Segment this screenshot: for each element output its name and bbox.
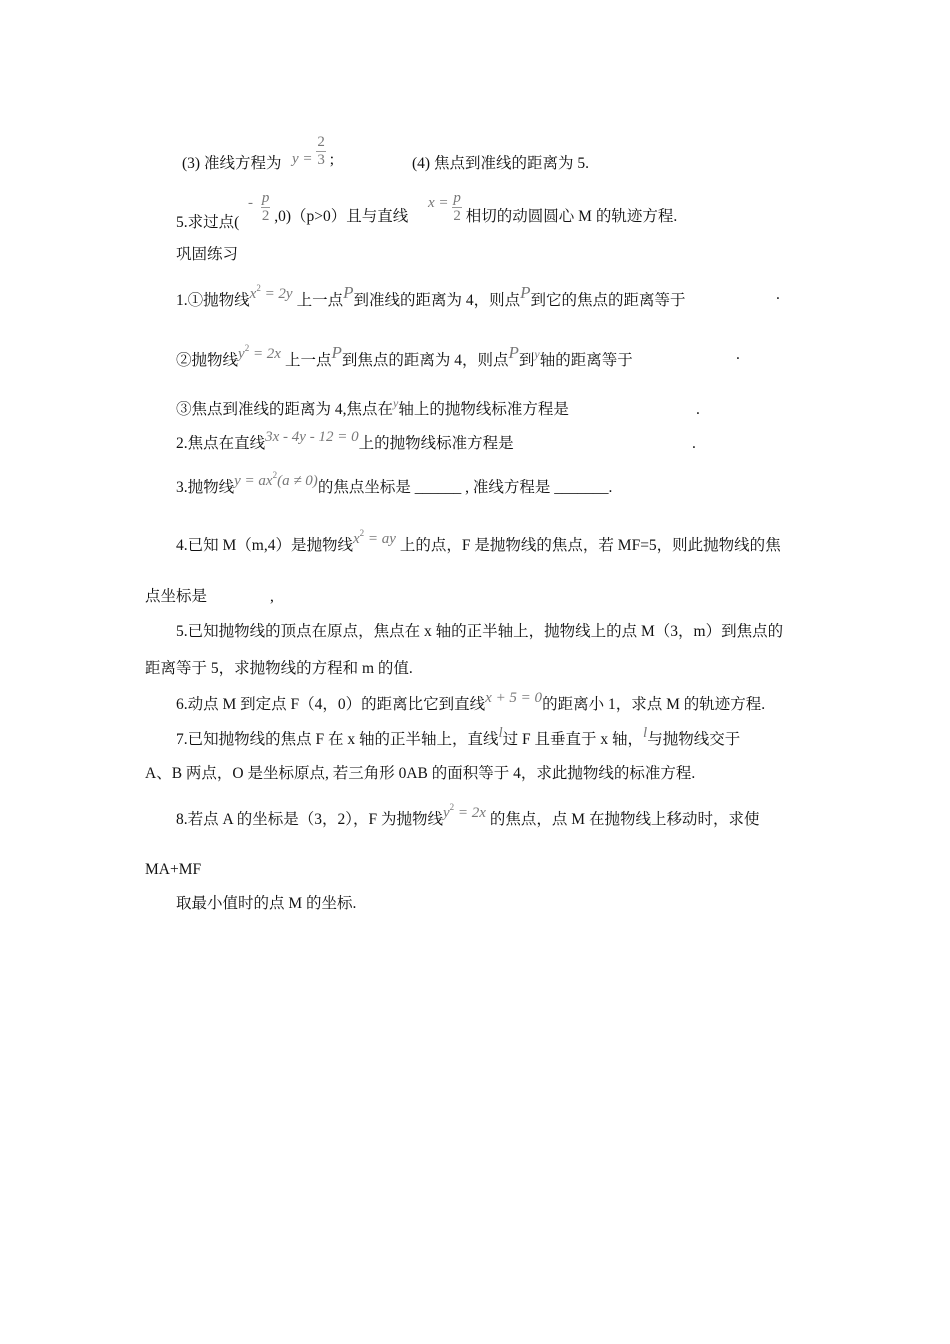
exercise-7-mid: 过 F 且垂直于 x 轴， (502, 731, 644, 748)
exercise-8-line3 (176, 894, 356, 914)
section-title-text: 巩固练习 (176, 246, 239, 263)
exercise-7-pre: 7.已知抛物线的焦点 F 在 x 轴的正半轴上，直线 (176, 731, 499, 748)
math-line-equation: 3x - 4y - 12 = 0 (265, 429, 359, 445)
math-y-axis: y (393, 396, 399, 410)
exercise-2 (176, 429, 514, 454)
math-exponent: 2 (359, 528, 365, 538)
period: . (736, 346, 740, 363)
math-rhs: = 2y (260, 286, 293, 302)
exercise-4-comma (270, 587, 274, 607)
exercise-2-post: 上的抛物线标准方程是 (358, 435, 514, 452)
exercise-1c-pre: ③焦点到准线的距离为 4,焦点在 (176, 401, 394, 418)
math-exponent: 2 (244, 343, 250, 353)
exercise-1c-post: 轴上的抛物线标准方程是 (398, 401, 569, 418)
question-5-pre-text: 5.求过点( (176, 214, 240, 231)
item-3-eq-lhs: y = (292, 151, 313, 168)
question-5-line-eq (428, 190, 677, 225)
math-condition: (a ≠ 0) (277, 473, 318, 489)
exercise-6-post: 的距离小 1，求点 M 的轨迹方程. (542, 696, 766, 713)
item-4-distance (412, 154, 589, 174)
exercise-1b-t3: 到 (518, 352, 535, 369)
math-x: x (249, 286, 257, 302)
exercise-1b-t4: 轴的距离等于 (539, 352, 633, 369)
period: . (776, 286, 780, 303)
exercise-4-post: 上的点，F 是抛物线的焦点，若 MF=5，则此抛物线的焦 (399, 537, 781, 554)
question-5-pre (176, 213, 239, 233)
math-rhs: = 2x (249, 346, 281, 362)
math-parabola-lhs: y = ax (234, 473, 273, 489)
p-over-2-fraction-2 (452, 190, 462, 225)
comma: , (270, 588, 274, 605)
item-3-fraction (316, 134, 326, 169)
fraction-numerator: p (453, 190, 461, 206)
item-3-label: (3) 准线方程为 (182, 155, 282, 172)
exercise-2-pre: 2.焦点在直线 (176, 435, 266, 452)
x-equals: x = (428, 195, 449, 212)
section-title (176, 245, 238, 265)
exercise-1a-t1: 上一点 (296, 292, 344, 309)
fraction-numerator: p (261, 190, 270, 206)
exercise-8-post: 的焦点，点 M 在抛物线上移动时，求使 (489, 811, 760, 828)
exercise-7-text-2: A、B 两点，O 是坐标原点, 若三角形 0AB 的面积等于 4，求此抛物线的标准方程. (145, 765, 696, 782)
math-exponent: 2 (256, 283, 261, 293)
exercise-5-line1 (176, 622, 783, 642)
math-P: P (343, 283, 354, 302)
math-exponent: 2 (272, 470, 278, 480)
exercise-8-text-2: MA+MF (145, 861, 202, 878)
math-P: P (508, 343, 519, 362)
exercise-1b (176, 345, 633, 371)
math-x: x (352, 531, 360, 547)
exercise-7-line1 (176, 725, 741, 750)
period: . (696, 401, 700, 418)
period: . (692, 435, 696, 452)
fraction-numerator: 2 (317, 134, 325, 150)
exercise-7-post: 与抛物线交于 (647, 731, 741, 748)
exercise-5-text-1: 5.已知抛物线的顶点在原点，焦点在 x 轴的正半轴上，抛物线上的点 M（3，m）到焦点的 (176, 623, 784, 640)
exercise-1a-pre: 1.①抛物线 (176, 292, 250, 309)
exercise-1a-t2: 到准线的距离为 4，则点 (353, 292, 521, 309)
exercise-8-text-3: 取最小值时的点 M 的坐标. (176, 895, 357, 912)
exercise-4 (176, 530, 781, 556)
question-5-post-text: 相切的动圆圆心 M 的轨迹方程. (465, 208, 678, 226)
exercise-1c (176, 396, 569, 420)
exercise-8-pre: 8.若点 A 的坐标是（3，2），F 为抛物线 (176, 811, 443, 828)
minus-sign: - (248, 195, 253, 212)
item-3-equation (292, 134, 334, 169)
exercise-6-pre: 6.动点 M 到定点 F（4，0）的距离比它到直线 (176, 696, 486, 713)
exercise-1a-t3: 到它的焦点的距离等于 (530, 292, 686, 309)
exercise-1b-t2: 到焦点的距离为 4，则点 (341, 352, 509, 369)
exercise-5-line2 (145, 659, 413, 679)
exercise-4-line2-text: 点坐标是 (145, 588, 208, 605)
p-over-2-fraction (261, 190, 271, 225)
math-line-l: l (498, 725, 503, 741)
math-line-l: l (643, 725, 648, 741)
exercise-1c-end (696, 400, 700, 420)
exercise-4-pre: 4.已知 M（m,4）是抛物线 (176, 537, 353, 554)
math-y-axis: y (534, 347, 540, 361)
question-5-mid-text: ,0)（p>0）且与直线 (274, 208, 409, 226)
fraction-denominator: 2 (453, 208, 461, 224)
math-P: P (520, 283, 531, 302)
exercise-6 (176, 690, 766, 715)
math-P: P (331, 343, 342, 362)
math-exponent: 2 (449, 802, 455, 812)
exercise-2-end (692, 434, 696, 454)
question-5-point (248, 190, 408, 225)
math-y: y (238, 346, 245, 362)
math-rhs: = ay (364, 531, 396, 547)
exercise-4-line2 (145, 587, 207, 607)
math-rhs: = 2x (454, 805, 486, 821)
exercise-5-text-2: 距离等于 5，求抛物线的方程和 m 的值. (145, 660, 413, 677)
exercise-3-pre: 3.抛物线 (176, 479, 235, 496)
exercise-1b-pre: ②抛物线 (176, 352, 239, 369)
fraction-denominator: 3 (317, 152, 325, 168)
exercise-1a-end (776, 285, 780, 305)
exercise-1a (176, 285, 686, 311)
math-line-equation: x + 5 = 0 (485, 690, 543, 706)
math-y: y (442, 805, 450, 821)
exercise-3-post: 的焦点坐标是 ______ , 准线方程是 _______. (317, 479, 613, 496)
exercise-7-line2 (145, 764, 695, 784)
exercise-3 (176, 472, 612, 498)
exercise-8-line1 (176, 804, 759, 830)
exercise-1b-t1: 上一点 (284, 352, 332, 369)
item-3-semicolon: ; (329, 151, 335, 169)
item-4-text: (4) 焦点到准线的距离为 5. (412, 155, 589, 172)
fraction-denominator: 2 (261, 208, 270, 224)
exercise-1b-end (736, 345, 740, 365)
item-3-directrix (182, 154, 281, 174)
exercise-8-line2 (145, 860, 201, 880)
